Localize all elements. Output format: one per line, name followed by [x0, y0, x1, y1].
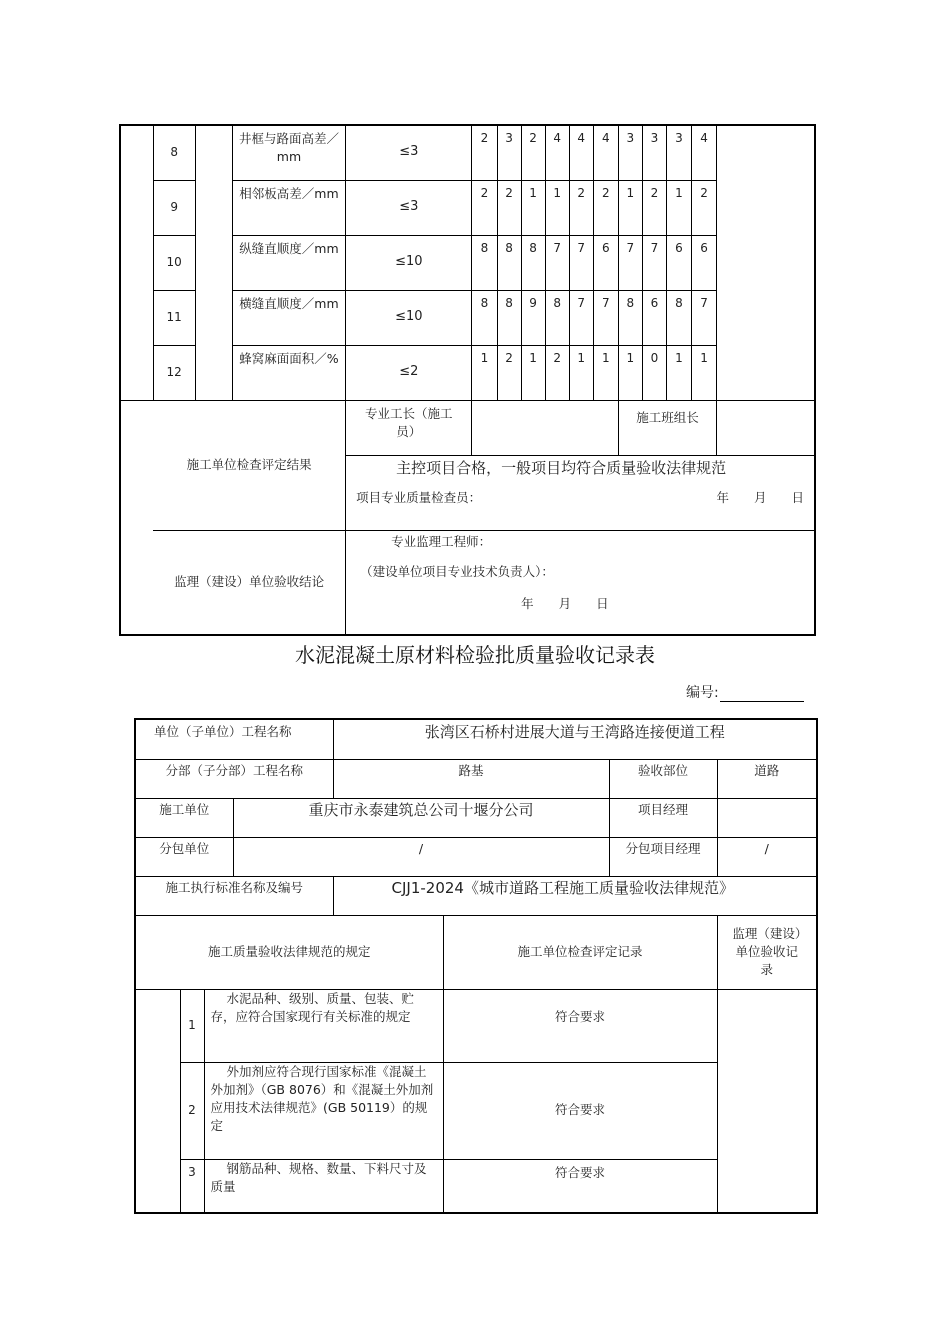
table-row: [135, 798, 817, 837]
blank-cell: [717, 125, 815, 400]
supervision-record-cell: [717, 989, 817, 1213]
inspector-label: 项目专业质量检查员：: [356, 490, 482, 506]
measured-value: 0: [642, 345, 666, 400]
subcontractor-value: /: [233, 837, 609, 876]
supervisor-engineer-label: 专业监理工程师：: [391, 533, 492, 549]
item-spec: 水泥品种、级别、质量、包装、贮存，应符合国家现行有关标准的规定: [204, 989, 443, 1062]
measured-value: 8: [472, 290, 497, 345]
measured-value: 7: [618, 235, 642, 290]
project-name-value: 张湾区石桥村进展大道与王湾路连接便道工程: [333, 719, 817, 759]
blank-cell: [195, 125, 232, 400]
measured-value: 3: [618, 125, 642, 180]
measured-value: 7: [692, 290, 717, 345]
item-number: 1: [180, 989, 204, 1062]
col-supervision-header: 监理（建设）单位验收记录: [717, 915, 817, 989]
item-result: 符合要求: [443, 1062, 717, 1159]
construction-result-label: 施工单位检查评定结果: [153, 400, 346, 530]
inspector-row: [346, 489, 814, 509]
measured-value: 4: [545, 125, 569, 180]
measured-value: 2: [472, 125, 497, 180]
measured-value: 1: [666, 345, 691, 400]
table-row: [135, 1159, 817, 1213]
pm-value: [717, 798, 817, 837]
construction-conclusion-cell: [346, 455, 815, 530]
blank-cell: [120, 125, 153, 400]
measured-value: 6: [642, 290, 666, 345]
owner-tech-label: （建设单位项目专业技术负责人）：: [360, 563, 554, 579]
acceptance-part-label: 验收部位: [609, 759, 717, 798]
measured-value: 6: [692, 235, 717, 290]
table-row: [135, 876, 817, 915]
item-limit: ≤10: [346, 290, 472, 345]
measured-value: 2: [642, 180, 666, 235]
inspection-table-top: [119, 124, 816, 636]
table-row: [135, 989, 817, 1062]
measured-value: 9: [521, 290, 545, 345]
measured-value: 1: [472, 345, 497, 400]
measured-value: 8: [497, 235, 521, 290]
measured-value: 8: [472, 235, 497, 290]
item-name: 横缝直顺度／mm: [232, 290, 345, 345]
measured-value: 6: [666, 235, 691, 290]
measured-value: 4: [692, 125, 717, 180]
item-spec: 钢筋品种、规格、数量、下料尺寸及质量: [204, 1159, 443, 1213]
division-value: 路基: [333, 759, 609, 798]
table-row: [120, 125, 815, 180]
item-result: 符合要求: [443, 989, 717, 1062]
item-number: 11: [153, 290, 195, 345]
project-name-label: 单位（子单位）工程名称: [135, 719, 333, 759]
material-inspection-table: [134, 718, 818, 1214]
measured-value: 1: [545, 180, 569, 235]
item-number: 3: [180, 1159, 204, 1213]
subcontractor-label: 分包单位: [135, 837, 233, 876]
measured-value: 2: [545, 345, 569, 400]
measured-value: 4: [593, 125, 618, 180]
division-label: 分部（子分部）工程名称: [135, 759, 333, 798]
measured-value: 1: [521, 180, 545, 235]
measured-value: 7: [569, 235, 593, 290]
measurement-rows: [120, 125, 815, 635]
item-spec: 外加剂应符合现行国家标准《混凝土外加剂》（GB 8076）和《混凝土外加剂应用技术法律规范》(GB 50119）的规定: [204, 1062, 443, 1159]
item-number: 9: [153, 180, 195, 235]
measured-value: 2: [569, 180, 593, 235]
measured-value: 8: [497, 290, 521, 345]
measured-value: 2: [692, 180, 717, 235]
measured-value: 7: [593, 290, 618, 345]
measured-value: 8: [666, 290, 691, 345]
measured-value: 1: [618, 180, 642, 235]
standard-label: 施工执行标准名称及编号: [135, 876, 333, 915]
supervision-label: 监理（建设）单位验收结论: [153, 530, 346, 635]
item-limit: ≤3: [346, 125, 472, 180]
item-limit: ≤10: [346, 235, 472, 290]
table-row: [135, 915, 817, 989]
table-row: [135, 837, 817, 876]
foreman-sign-cell: [472, 400, 618, 455]
supervision-conclusion-cell: [346, 530, 815, 635]
measured-value: 7: [642, 235, 666, 290]
table-row: [135, 719, 817, 759]
serial-number: [686, 682, 804, 702]
item-limit: ≤3: [346, 180, 472, 235]
measured-value: 2: [521, 125, 545, 180]
sub-pm-value: /: [717, 837, 817, 876]
measured-value: 1: [521, 345, 545, 400]
measured-value: 2: [497, 180, 521, 235]
measured-value: 7: [545, 235, 569, 290]
serial-label: 编号:: [686, 685, 719, 701]
form-title: 水泥混凝土原材料检验批质量验收记录表: [295, 643, 655, 667]
measured-value: 3: [666, 125, 691, 180]
blank-cell: [120, 400, 153, 635]
item-number: 12: [153, 345, 195, 400]
item-number: 10: [153, 235, 195, 290]
standard-value: CJJ1-2024《城市道路工程施工质量验收法律规范》: [333, 876, 817, 915]
measured-value: 3: [642, 125, 666, 180]
measured-value: 1: [618, 345, 642, 400]
team-leader-label: 施工班组长: [618, 400, 716, 455]
acceptance-part-value: 道路: [717, 759, 817, 798]
measured-value: 2: [472, 180, 497, 235]
foreman-label: 专业工长（施工员）: [346, 400, 472, 455]
measured-value: 1: [692, 345, 717, 400]
conclusion-text: 主控项目合格，一般项目均符合质量验收法律规范: [396, 458, 727, 477]
measured-value: 1: [569, 345, 593, 400]
item-name: 相邻板高差／mm: [232, 180, 345, 235]
item-number: 2: [180, 1062, 204, 1159]
measured-value: 7: [569, 290, 593, 345]
measured-value: 8: [545, 290, 569, 345]
contractor-value: 重庆市永泰建筑总公司十堰分公司: [233, 798, 609, 837]
item-limit: ≤2: [346, 345, 472, 400]
sub-pm-label: 分包项目经理: [609, 837, 717, 876]
table-row: [120, 400, 815, 455]
item-name: 井框与路面高差／mm: [232, 125, 345, 180]
item-number: 8: [153, 125, 195, 180]
item-result: 符合要求: [443, 1159, 717, 1213]
measured-value: 8: [521, 235, 545, 290]
col-spec-header: 施工质量验收法律规范的规定: [135, 915, 443, 989]
table-row: [120, 530, 815, 635]
measured-value: 2: [593, 180, 618, 235]
item-name: 蜂窝麻面面积／%: [232, 345, 345, 400]
pm-label: 项目经理: [609, 798, 717, 837]
item-name: 纵缝直顺度／mm: [232, 235, 345, 290]
contractor-label: 施工单位: [135, 798, 233, 837]
measured-value: 8: [618, 290, 642, 345]
measured-value: 1: [593, 345, 618, 400]
measured-value: 3: [497, 125, 521, 180]
date-field: 年 月 日: [716, 490, 804, 506]
measured-value: 6: [593, 235, 618, 290]
serial-blank: [720, 687, 804, 702]
measured-value: 4: [569, 125, 593, 180]
col-record-header: 施工单位检查评定记录: [443, 915, 717, 989]
measured-value: 1: [666, 180, 691, 235]
blank-cell: [135, 989, 180, 1213]
table-row: [135, 759, 817, 798]
date-field: 年 月 日: [521, 595, 609, 611]
team-leader-sign-cell: [717, 400, 815, 455]
table-row: [135, 1062, 817, 1159]
measured-value: 2: [497, 345, 521, 400]
